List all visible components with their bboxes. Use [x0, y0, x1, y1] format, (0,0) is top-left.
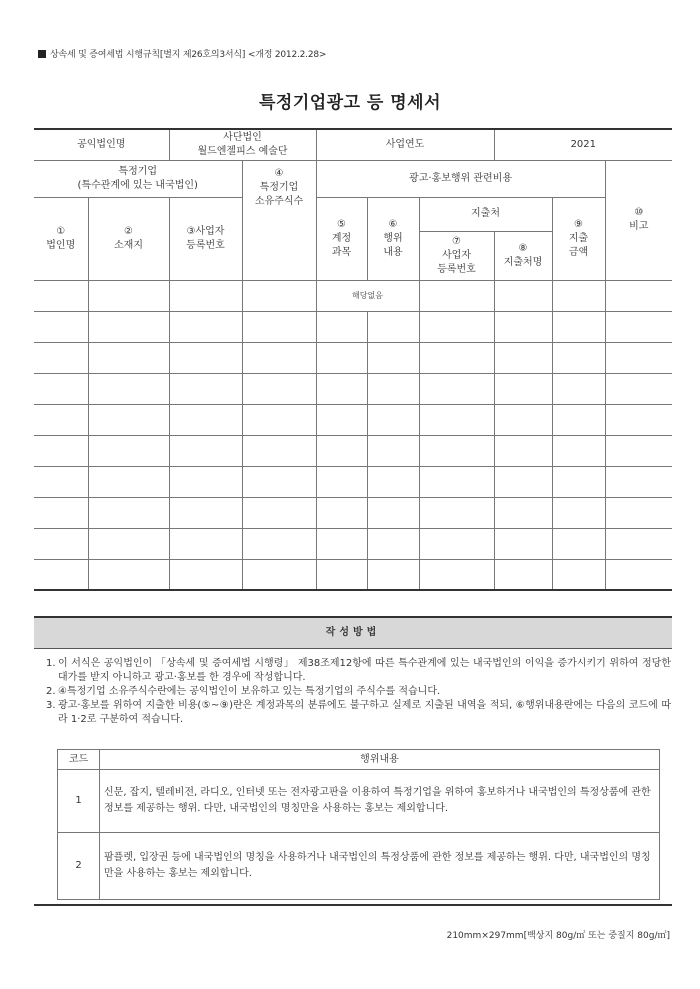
col5-num: ⑤	[337, 218, 346, 230]
cell-amount[interactable]	[552, 435, 605, 466]
info-row	[34, 129, 672, 160]
code-value: 1	[58, 770, 100, 833]
col-header-biz-number	[169, 197, 242, 280]
cell-remarks[interactable]	[605, 435, 672, 466]
instruction-number: 2.	[46, 686, 56, 697]
cell-account[interactable]	[316, 311, 367, 342]
cell-corp-name[interactable]	[34, 280, 88, 311]
org-name-label: 공익법인명	[34, 129, 169, 160]
cell-amount[interactable]	[552, 528, 605, 559]
cell-location[interactable]	[88, 404, 169, 435]
cell-biz-number[interactable]	[169, 404, 242, 435]
cell-payee-biz-number[interactable]	[419, 373, 494, 404]
cell-shares[interactable]	[242, 311, 316, 342]
form-reference-text: 상속세 및 증여세법 시행규칙[별지 제26호의3서식] <개정 2012.2.28>	[50, 50, 327, 60]
cell-remarks[interactable]	[605, 528, 672, 559]
col6-num: ⑥	[388, 218, 398, 230]
col-header-shares	[242, 160, 316, 280]
cell-amount[interactable]	[552, 466, 605, 497]
paper-spec: 210mm×297mm[백상지 80g/㎡ 또는 중질지 80g/㎡]	[446, 931, 670, 941]
col-header-location	[88, 197, 169, 280]
cell-biz-number[interactable]	[169, 311, 242, 342]
col9-line1: 지출	[568, 232, 589, 244]
bottom-divider	[34, 904, 672, 906]
table-row	[34, 311, 672, 342]
instruction-item	[46, 685, 671, 699]
code-row	[58, 833, 660, 900]
cell-payee-biz-number[interactable]	[419, 311, 494, 342]
cell-account[interactable]	[316, 559, 367, 590]
cell-remarks[interactable]	[605, 497, 672, 528]
cell-remarks[interactable]	[605, 466, 672, 497]
col-header-corp-name	[34, 197, 88, 280]
cell-shares[interactable]	[242, 342, 316, 373]
table-row	[34, 342, 672, 373]
cell-act-content[interactable]	[367, 435, 419, 466]
col7-num: ⑦	[452, 235, 461, 247]
cell-location[interactable]	[88, 280, 169, 311]
code-row	[58, 770, 660, 833]
cell-payee-name[interactable]	[494, 435, 552, 466]
cell-shares[interactable]	[242, 497, 316, 528]
col1-label: 법인명	[46, 239, 76, 251]
cell-payee-name[interactable]	[494, 559, 552, 590]
col10-label: 비고	[629, 221, 649, 232]
cell-account[interactable]	[316, 435, 367, 466]
cell-amount[interactable]	[552, 373, 605, 404]
form-reference	[38, 47, 326, 60]
cell-corp-name[interactable]	[34, 404, 88, 435]
square-bullet-icon	[38, 50, 46, 58]
table-row	[34, 435, 672, 466]
col-header-account	[316, 197, 367, 280]
cell-payee-name[interactable]	[494, 466, 552, 497]
cell-location[interactable]	[88, 466, 169, 497]
cell-act-content[interactable]	[367, 311, 419, 342]
cell-payee-biz-number[interactable]	[419, 280, 494, 311]
cell-remarks[interactable]	[605, 373, 672, 404]
cell-shares[interactable]	[242, 435, 316, 466]
cell-biz-number[interactable]	[169, 528, 242, 559]
cell-location[interactable]	[88, 311, 169, 342]
instruction-number: 1.	[46, 658, 56, 669]
cell-shares[interactable]	[242, 528, 316, 559]
cell-act-content[interactable]	[367, 466, 419, 497]
cell-act-content[interactable]	[367, 559, 419, 590]
cell-payee-name[interactable]	[494, 311, 552, 342]
col-header-payee-name	[494, 231, 552, 280]
cell-remarks[interactable]	[605, 280, 672, 311]
group-payee: 지출처	[419, 197, 552, 231]
cell-act-content[interactable]	[367, 404, 419, 435]
col2-num: ②	[124, 225, 133, 237]
cell-corp-name[interactable]	[34, 559, 88, 590]
col6-line2: 내용	[383, 246, 403, 258]
cell-account[interactable]	[316, 497, 367, 528]
cell-remarks[interactable]	[605, 342, 672, 373]
cell-account[interactable]	[316, 466, 367, 497]
table-row	[34, 528, 672, 559]
col4-num: ④	[274, 167, 284, 179]
instruction-item	[46, 699, 671, 727]
cell-corp-name[interactable]	[34, 373, 88, 404]
cell-remarks[interactable]	[605, 404, 672, 435]
org-name-value-line2: 월드엔젤피스 예술단	[197, 145, 288, 157]
cell-corp-name[interactable]	[34, 342, 88, 373]
cell-corp-name[interactable]	[34, 466, 88, 497]
code-table-header	[58, 750, 660, 770]
table-row	[34, 466, 672, 497]
cell-act-content[interactable]	[367, 373, 419, 404]
cell-location[interactable]	[88, 342, 169, 373]
code-header: 코드	[58, 750, 100, 770]
code-description: 신문, 잡지, 텔레비전, 라디오, 인터넷 또는 전자광고판을 이용하여 특정기업을 위하여 홍보하거나 내국법인의 특정상품에 관한 정보를 제공하는 행위. 다만, 내국법인의 명칭만을 사용하는 홍보는 제외합니다.	[100, 770, 660, 833]
col3-line2: 등록번호	[186, 239, 225, 251]
cell-biz-number[interactable]	[169, 373, 242, 404]
col10-num: ⑩	[634, 207, 644, 218]
cell-payee-name[interactable]	[494, 342, 552, 373]
col7-line1: 사업자	[442, 249, 471, 261]
col5-line1: 계정	[331, 232, 352, 244]
cell-location[interactable]	[88, 373, 169, 404]
table-row	[34, 373, 672, 404]
cell-act-content[interactable]	[367, 342, 419, 373]
col8-num: ⑧	[518, 242, 528, 254]
cell-biz-number[interactable]	[169, 435, 242, 466]
cell-payee-name[interactable]	[494, 280, 552, 311]
col-header-remarks	[605, 160, 672, 280]
group-company-line2: (특수관계에 있는 내국법인)	[77, 179, 198, 191]
cell-corp-name[interactable]	[34, 528, 88, 559]
col9-num: ⑨	[574, 218, 584, 230]
cell-biz-number[interactable]	[169, 559, 242, 590]
code-value: 2	[58, 833, 100, 900]
group-ad-expense: 광고·홍보행위 관련비용	[316, 160, 605, 197]
cell-account[interactable]	[316, 528, 367, 559]
cell-payee-biz-number[interactable]	[419, 342, 494, 373]
cell-corp-name[interactable]	[34, 311, 88, 342]
col-header-amount	[552, 197, 605, 280]
cell-amount[interactable]	[552, 311, 605, 342]
col1-num: ①	[56, 225, 66, 237]
method-heading: 작성방법	[34, 616, 672, 649]
cell-location[interactable]	[88, 435, 169, 466]
cell-payee-name[interactable]	[494, 373, 552, 404]
cell-biz-number[interactable]	[169, 342, 242, 373]
table-row	[34, 559, 672, 590]
table-row	[34, 280, 672, 311]
cell-none-note: 해당없음	[316, 280, 419, 311]
col8-label: 지출처명	[503, 256, 543, 268]
instruction-text: 광고·홍보를 위하여 지출한 비용(⑤~⑨)란은 계정과목의 분류에도 불구하고 실제로 지출된 내역을 적되, ⑥행위내용란에는 다음의 코드에 따라 1·2로 구분하여 적습니다.	[58, 700, 671, 725]
cell-corp-name[interactable]	[34, 435, 88, 466]
cell-corp-name[interactable]	[34, 497, 88, 528]
cell-remarks[interactable]	[605, 311, 672, 342]
group-company-line1: 특정기업	[118, 165, 158, 177]
description-header: 행위내용	[100, 750, 660, 770]
cell-location[interactable]	[88, 497, 169, 528]
cell-payee-biz-number[interactable]	[419, 528, 494, 559]
cell-shares[interactable]	[242, 559, 316, 590]
instruction-text: ④특정기업 소유주식수란에는 공익법인이 보유하고 있는 특정기업의 주식수를 적습니다.	[58, 686, 441, 697]
cell-payee-name[interactable]	[494, 404, 552, 435]
cell-location[interactable]	[88, 559, 169, 590]
instruction-text: 이 서식은 공익법인이 「상속세 및 증여세법 시행령」 제38조제12항에 따른 특수관계에 있는 내국법인의 이익을 증가시키기 위하여 정당한 대가를 받지 아니하고 광고·홍보를 한 경우에 작성합니다.	[58, 658, 671, 683]
col6-line1: 행위	[383, 232, 403, 244]
cell-payee-biz-number[interactable]	[419, 497, 494, 528]
cell-amount[interactable]	[552, 497, 605, 528]
cell-location[interactable]	[88, 528, 169, 559]
group-specific-company	[34, 160, 242, 197]
table-row	[34, 497, 672, 528]
instruction-number: 3.	[46, 700, 56, 711]
col7-line2: 등록번호	[437, 263, 476, 275]
cell-shares[interactable]	[242, 280, 316, 311]
cell-shares[interactable]	[242, 404, 316, 435]
cell-remarks[interactable]	[605, 559, 672, 590]
col5-line2: 과목	[331, 246, 352, 258]
instructions-list	[46, 657, 671, 727]
col3-line1: ③사업자	[186, 225, 225, 237]
col9-line2: 금액	[568, 246, 589, 258]
cell-payee-biz-number[interactable]	[419, 404, 494, 435]
col4-line2: 소유주식수	[254, 195, 304, 207]
cell-account[interactable]	[316, 404, 367, 435]
table-row	[34, 404, 672, 435]
org-name-value-line1: 사단법인	[223, 131, 262, 143]
group-header-row	[34, 160, 672, 197]
cell-amount[interactable]	[552, 280, 605, 311]
cell-biz-number[interactable]	[169, 497, 242, 528]
code-description: 팜플렛, 입장권 등에 내국법인의 명칭을 사용하거나 내국법인의 특정상품에 관한 정보를 제공하는 행위. 다만, 내국법인의 명칭만을 사용하는 홍보는 제외합니다.	[100, 833, 660, 900]
cell-biz-number[interactable]	[169, 466, 242, 497]
col4-line1: 특정기업	[259, 181, 299, 193]
col-header-payee-biz-number	[419, 231, 494, 280]
col2-label: 소재지	[114, 239, 143, 251]
cell-amount[interactable]	[552, 342, 605, 373]
cell-amount[interactable]	[552, 559, 605, 590]
cell-amount[interactable]	[552, 404, 605, 435]
cell-act-content[interactable]	[367, 497, 419, 528]
col-header-act-content	[367, 197, 419, 280]
cell-payee-biz-number[interactable]	[419, 466, 494, 497]
instruction-item	[46, 657, 671, 685]
org-name-value	[169, 129, 316, 160]
cell-payee-biz-number[interactable]	[419, 435, 494, 466]
cell-payee-name[interactable]	[494, 528, 552, 559]
cell-account[interactable]	[316, 373, 367, 404]
cell-act-content[interactable]	[367, 528, 419, 559]
cell-shares[interactable]	[242, 466, 316, 497]
code-table	[57, 749, 660, 900]
business-year-label: 사업연도	[316, 129, 494, 160]
document-title: 특정기업광고 등 명세서	[258, 93, 442, 113]
statement-table	[34, 128, 672, 591]
cell-payee-name[interactable]	[494, 497, 552, 528]
cell-account[interactable]	[316, 342, 367, 373]
cell-biz-number[interactable]	[169, 280, 242, 311]
subheader-row-1	[34, 197, 672, 231]
cell-shares[interactable]	[242, 373, 316, 404]
cell-payee-biz-number[interactable]	[419, 559, 494, 590]
business-year-value: 2021	[494, 129, 672, 160]
